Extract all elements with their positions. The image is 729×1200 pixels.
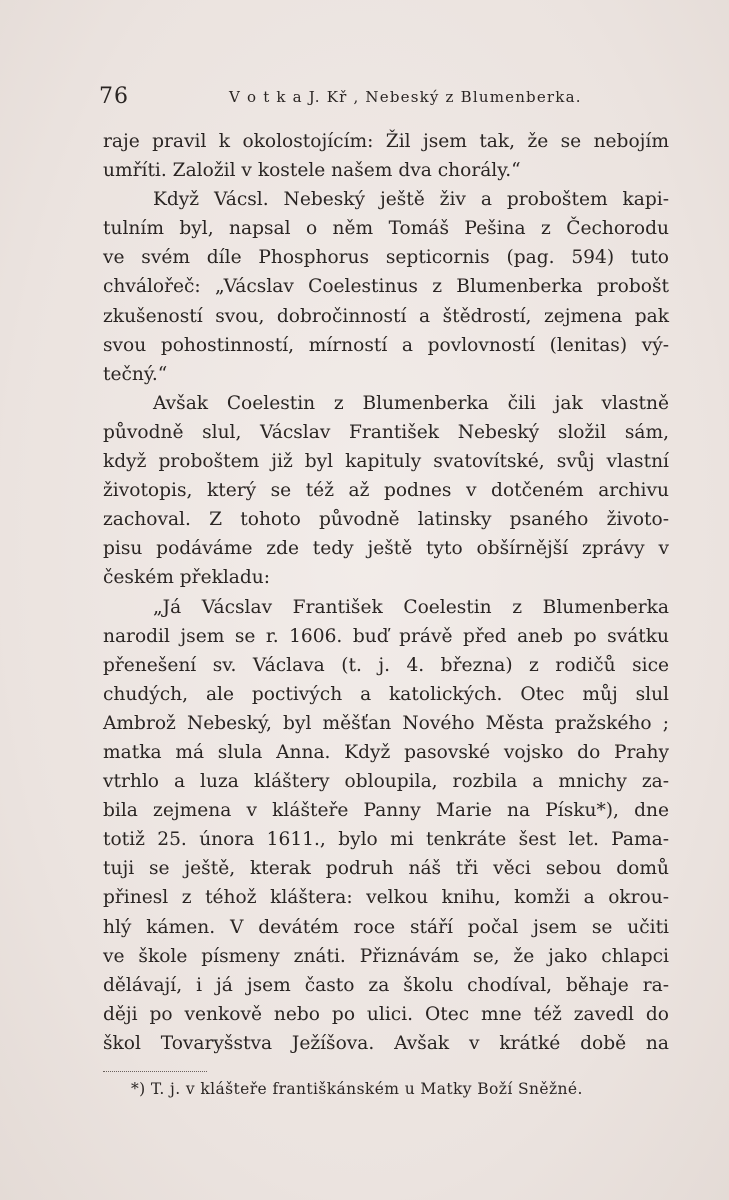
text-line: raje pravil k okolostojícím: Žil jsem tak, že se nebojím	[103, 131, 669, 152]
text-line: přinesl z téhož kláštera: velkou knihu, komži a okrou-	[103, 887, 669, 909]
text-line: dělávají, i já jsem často za školu chodíval, běhaje ra-	[103, 974, 669, 996]
text-line: umříti. Založil v kostele našem dva chorály.“	[103, 160, 521, 182]
text-line: totiž 25. února 1611., bylo mi tenkráte šest let. Pama-	[103, 829, 669, 851]
text-line: zkušeností svou, dobročinností a štědrostí, zejmena pak	[103, 305, 669, 327]
text-line: tulním byl, napsal o něm Tomáš Pešina z Čechorodu	[103, 218, 669, 240]
text-line: tuji se ještě, kterak podruh náš tři věci sebou domů	[103, 858, 669, 880]
text-line: chválořeč: „Vácslav Coelestinus z Blumenberka probošt	[103, 276, 669, 298]
text-line: ději po venkově nebo po ulici. Otec mne též zavedl do	[103, 1003, 669, 1025]
text-line: ve svém díle Phosphorus septicornis (pag. 594) tuto	[103, 247, 669, 269]
text-line: chudých, ale poctivých a katolických. Otec můj slul	[103, 683, 669, 705]
text-line: životopis, který se též až podnes v dotčeném archivu	[103, 480, 669, 502]
text-line: ve škole písmeny znáti. Přiznávám se, že jako chlapci	[103, 945, 669, 967]
text-line: hlý kámen. V devátém roce stáří počal jsem se učiti	[103, 916, 669, 938]
text-line: českém překladu:	[103, 567, 271, 589]
text-line: Když Vácsl. Nebeský ještě živ a proboštem kapi-	[153, 189, 669, 211]
text-line: bila zejmena v klášteře Panny Marie na Písku*), dne	[103, 800, 669, 822]
page-number: 76	[99, 84, 129, 109]
text-line: Ambrož Nebeský, byl měšťan Nového Města pražského ;	[103, 712, 669, 734]
text-line: svou pohostinností, mírností a povlovností (lenitas) vý-	[103, 334, 669, 356]
body-text	[103, 127, 669, 1058]
text-line: pisu podáváme zde tedy ještě tyto obšírnější zprávy v	[103, 538, 669, 560]
footnote-divider	[103, 1071, 207, 1072]
footnote: *) T. j. v klášteře františkánském u Matky Boží Sněžné.	[131, 1080, 583, 1098]
text-line: tečný.“	[103, 363, 168, 385]
running-head: V o t k a J. Kř , Nebeský z Blumenberka.	[229, 88, 582, 106]
text-line: zachoval. Z tohoto původně latinsky psaného životo-	[103, 509, 669, 531]
text-line: když proboštem již byl kapituly svatovítské, svůj vlastní	[103, 451, 669, 473]
text-line: vtrhlo a luza kláštery obloupila, rozbila a mnichy za-	[103, 771, 669, 793]
text-line: „Já Vácslav František Coelestin z Blumenberka	[153, 596, 669, 618]
page-header	[99, 84, 669, 114]
text-line: přenešení sv. Václava (t. j. 4. března) z rodičů sice	[103, 654, 669, 676]
text-line: narodil jsem se r. 1606. buď právě před aneb po svátku	[103, 625, 669, 647]
text-line: původně slul, Vácslav František Nebeský složil sám,	[103, 421, 669, 443]
text-line: Avšak Coelestin z Blumenberka čili jak vlastně	[153, 392, 669, 414]
text-line: matka má slula Anna. Když pasovské vojsko do Prahy	[103, 741, 669, 763]
text-line: škol Tovaryšstva Ježíšova. Avšak v krátké době na	[103, 1032, 669, 1054]
